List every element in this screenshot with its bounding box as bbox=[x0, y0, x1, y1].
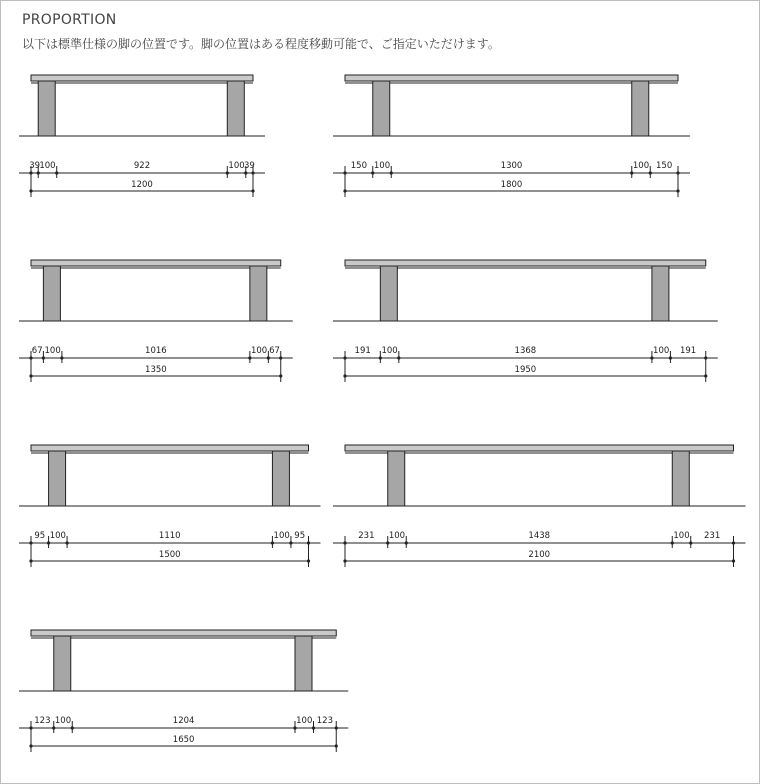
segment-label: 191 bbox=[679, 346, 697, 356]
bench-drawing bbox=[19, 630, 348, 752]
segment-label: 100 bbox=[388, 531, 406, 541]
segment-label: 100 bbox=[673, 531, 690, 541]
bench-leg bbox=[672, 451, 689, 506]
bench-leg bbox=[43, 266, 60, 321]
dimension-dot bbox=[60, 356, 63, 359]
bench-seat-top bbox=[31, 75, 253, 81]
total-label: 1800 bbox=[500, 180, 523, 190]
dimension-dot bbox=[42, 356, 45, 359]
segment-label: 100 bbox=[49, 531, 66, 541]
dimension-dot bbox=[649, 171, 652, 174]
dimension-dot bbox=[343, 356, 346, 359]
dimension-dot bbox=[65, 541, 68, 544]
segment-label: 67 bbox=[31, 346, 43, 356]
bench-leg bbox=[380, 266, 397, 321]
total-label: 1950 bbox=[514, 365, 537, 375]
dimension-dot bbox=[271, 541, 274, 544]
segment-label: 100 bbox=[632, 161, 650, 171]
total-dot bbox=[29, 744, 32, 747]
segment-label: 123 bbox=[34, 716, 51, 726]
dimension-dot bbox=[379, 356, 382, 359]
dimension-dot bbox=[55, 171, 58, 174]
segment-label: 191 bbox=[354, 346, 371, 356]
bench-drawing bbox=[19, 445, 321, 567]
bench-seat-top bbox=[31, 630, 336, 636]
segment-label: 1016 bbox=[145, 346, 167, 356]
bench-leg bbox=[250, 266, 267, 321]
dimension-dot bbox=[650, 356, 653, 359]
dimension-dot bbox=[343, 171, 346, 174]
segment-label: 95 bbox=[294, 531, 306, 541]
segment-label: 100 bbox=[296, 716, 313, 726]
dimension-dot bbox=[279, 356, 282, 359]
segment-label: 922 bbox=[133, 161, 151, 171]
segment-label: 1368 bbox=[514, 346, 537, 356]
total-label: 2100 bbox=[528, 550, 551, 560]
page-subtitle: 以下は標準仕様の脚の位置です。脚の位置はある程度移動可能で、ご指定いただけます。 bbox=[22, 37, 500, 51]
bench-leg bbox=[388, 451, 405, 506]
bench-drawing bbox=[333, 445, 746, 567]
dimension-dot bbox=[251, 171, 254, 174]
bench-leg bbox=[227, 81, 244, 136]
dimension-dot bbox=[405, 541, 408, 544]
bench-seat-top bbox=[31, 445, 309, 451]
total-label: 1350 bbox=[145, 365, 167, 375]
dimension-dot bbox=[29, 171, 32, 174]
dimension-dot bbox=[704, 356, 707, 359]
dimension-dot bbox=[52, 726, 55, 729]
segment-label: 1204 bbox=[172, 716, 195, 726]
segment-label: 39 bbox=[243, 161, 255, 171]
page-title: PROPORTION bbox=[22, 12, 117, 28]
bench-seat-top bbox=[31, 260, 281, 266]
dimension-dot bbox=[732, 541, 735, 544]
segment-label: 95 bbox=[34, 531, 46, 541]
dimension-dot bbox=[244, 171, 247, 174]
total-dot bbox=[29, 374, 32, 377]
segment-label: 231 bbox=[704, 531, 721, 541]
dimension-dot bbox=[371, 171, 374, 174]
total-dot bbox=[343, 189, 346, 192]
dimension-dot bbox=[293, 726, 296, 729]
dimension-dot bbox=[343, 541, 346, 544]
segment-label: 1438 bbox=[528, 531, 551, 541]
total-label: 1500 bbox=[158, 550, 181, 560]
segment-label: 100 bbox=[273, 531, 290, 541]
total-dot bbox=[343, 374, 346, 377]
total-dot bbox=[704, 374, 707, 377]
segment-label: 39 bbox=[29, 161, 41, 171]
segment-label: 100 bbox=[381, 346, 398, 356]
bench-drawing bbox=[19, 75, 265, 197]
bench-drawing bbox=[333, 260, 718, 382]
segment-label: 123 bbox=[316, 716, 333, 726]
total-dot bbox=[251, 189, 254, 192]
dimension-dot bbox=[71, 726, 74, 729]
dimension-dot bbox=[676, 171, 679, 174]
segment-label: 100 bbox=[250, 346, 268, 356]
dimension-dot bbox=[397, 356, 400, 359]
total-dot bbox=[279, 374, 282, 377]
dimension-dot bbox=[386, 541, 389, 544]
dimension-dot bbox=[289, 541, 292, 544]
dimension-dot bbox=[307, 541, 310, 544]
bench-leg bbox=[54, 636, 71, 691]
dimension-dot bbox=[669, 356, 672, 359]
bench-drawing bbox=[19, 260, 293, 382]
segment-label: 150 bbox=[350, 161, 367, 171]
segment-label: 100 bbox=[39, 161, 56, 171]
bench-leg bbox=[272, 451, 289, 506]
dimension-dot bbox=[312, 726, 315, 729]
segment-label: 150 bbox=[656, 161, 673, 171]
dimension-dot bbox=[267, 356, 270, 359]
total-dot bbox=[335, 744, 338, 747]
bench-seat-top bbox=[345, 260, 706, 266]
bench-seat-top bbox=[345, 445, 734, 451]
dimension-dot bbox=[29, 541, 32, 544]
total-dot bbox=[676, 189, 679, 192]
dimension-dot bbox=[37, 171, 40, 174]
total-dot bbox=[732, 559, 735, 562]
bench-leg bbox=[295, 636, 312, 691]
bench-leg bbox=[49, 451, 66, 506]
dimension-dot bbox=[29, 726, 32, 729]
dimension-dot bbox=[47, 541, 50, 544]
dimension-dot bbox=[226, 171, 229, 174]
bench-drawing bbox=[333, 75, 690, 197]
dimension-dot bbox=[671, 541, 674, 544]
dimension-dot bbox=[248, 356, 251, 359]
dimension-dot bbox=[390, 171, 393, 174]
total-label: 1650 bbox=[172, 735, 195, 745]
segment-label: 231 bbox=[358, 531, 375, 541]
total-label: 1200 bbox=[131, 180, 153, 190]
bench-leg bbox=[38, 81, 55, 136]
segment-label: 100 bbox=[44, 346, 61, 356]
bench-leg bbox=[373, 81, 390, 136]
segment-label: 100 bbox=[54, 716, 72, 726]
total-dot bbox=[29, 559, 32, 562]
dimension-dot bbox=[689, 541, 692, 544]
bench-leg bbox=[652, 266, 669, 321]
total-dot bbox=[29, 189, 32, 192]
segment-label: 1110 bbox=[158, 531, 181, 541]
total-dot bbox=[343, 559, 346, 562]
segment-label: 100 bbox=[228, 161, 245, 171]
dimension-dot bbox=[29, 356, 32, 359]
dimension-dot bbox=[630, 171, 633, 174]
segment-label: 100 bbox=[373, 161, 391, 171]
segment-label: 1300 bbox=[500, 161, 523, 171]
segment-label: 100 bbox=[653, 346, 670, 356]
dimension-dot bbox=[335, 726, 338, 729]
segment-label: 67 bbox=[269, 346, 280, 356]
total-dot bbox=[307, 559, 310, 562]
bench-leg bbox=[632, 81, 649, 136]
bench-seat-top bbox=[345, 75, 678, 81]
